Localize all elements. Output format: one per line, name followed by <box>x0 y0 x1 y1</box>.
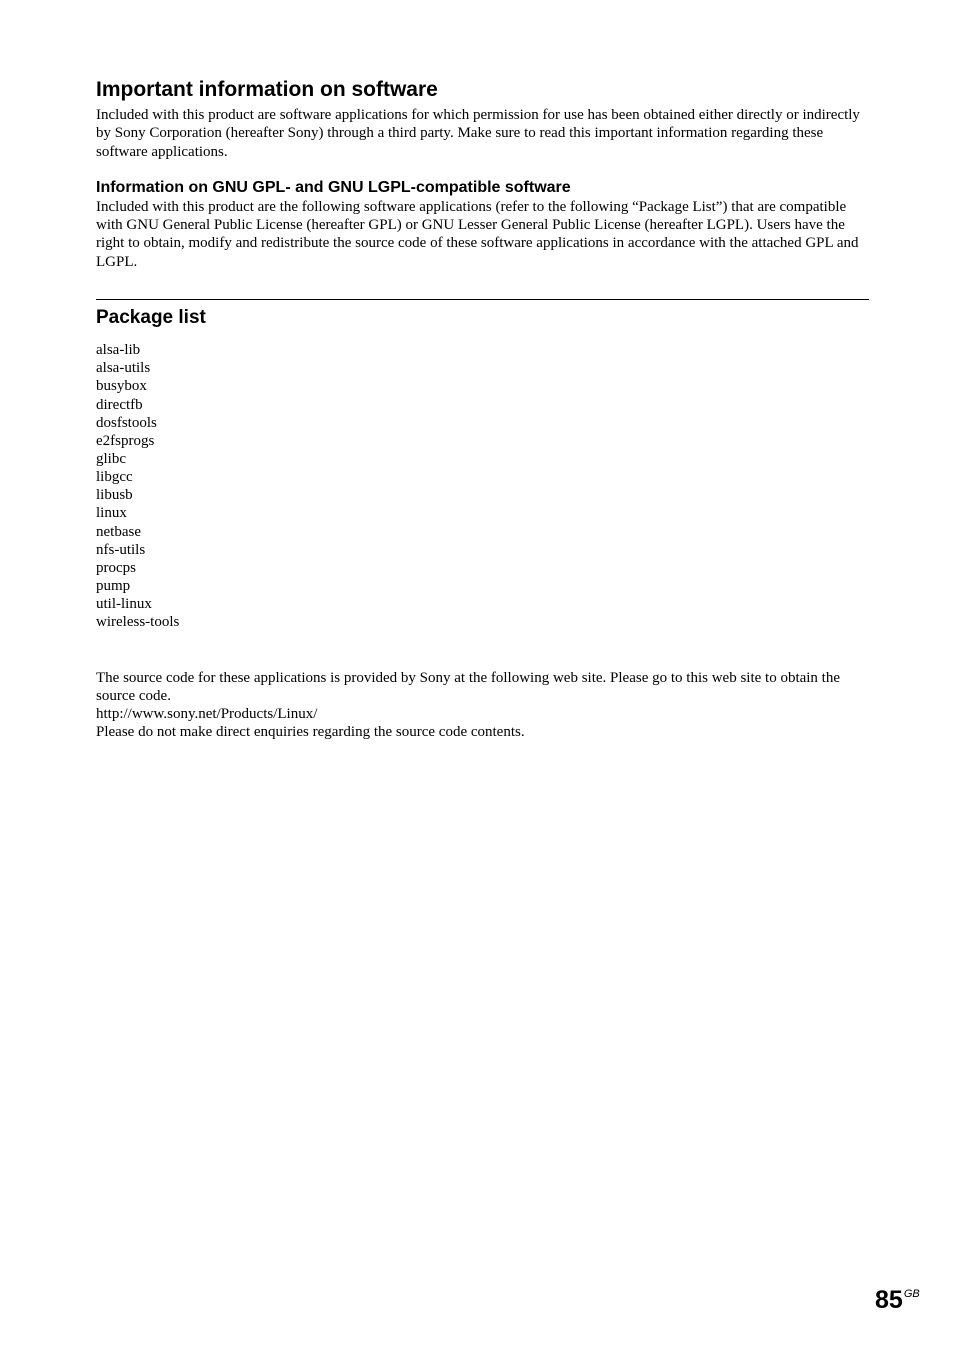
package-item: libusb <box>96 487 133 504</box>
package-item: alsa-utils <box>96 360 151 377</box>
gpl-section-paragraph: Included with this product are the following software applications (refer to the following “Package List”) that are compatible with GNU General Public License (hereafter GPL) or GNU Lesser General Public License (hereafter LGPL). Users have the right to obtain, modify and redistribute the source code of these software applications in accordance with the attached GPL and LGPL. <box>96 198 859 270</box>
package-item: glibc <box>96 451 126 468</box>
package-item: busybox <box>96 378 147 395</box>
page-title: Important information on software <box>96 78 438 101</box>
package-item: linux <box>96 505 127 522</box>
package-item: pump <box>96 578 131 595</box>
package-item: wireless-tools <box>96 614 180 631</box>
package-list-heading: Package list <box>96 307 206 329</box>
document-content <box>96 76 869 741</box>
page-number-suffix: GB <box>903 1288 920 1300</box>
source-code-paragraph: The source code for these applications is provided by Sony at the following web site. Please go to this web site to obtain the source code. <box>96 669 841 704</box>
intro-paragraph: Included with this product are software applications for which permission for use has been obtained either directly or indirectly by Sony Corporation (hereafter Sony) through a third party. Make sure to read this important information regarding these software applications. <box>96 107 860 160</box>
package-item: e2fsprogs <box>96 432 155 449</box>
enquiries-note: Please do not make direct enquiries regarding the source code contents. <box>96 723 525 740</box>
package-list <box>96 341 869 632</box>
page-number-value: 85 <box>875 1286 903 1314</box>
package-item: libgcc <box>96 469 133 486</box>
package-item: nfs-utils <box>96 541 146 558</box>
source-code-url: http://www.sony.net/Products/Linux/ <box>96 705 318 722</box>
gpl-section-heading: Information on GNU GPL- and GNU LGPL-compatible software <box>96 178 571 196</box>
package-item: procps <box>96 559 136 576</box>
package-item: netbase <box>96 523 141 540</box>
section-divider <box>96 299 869 300</box>
package-item: dosfstools <box>96 414 157 431</box>
package-item: util-linux <box>96 596 152 613</box>
page-number <box>875 1280 920 1314</box>
package-item: directfb <box>96 396 143 413</box>
package-item: alsa-lib <box>96 342 141 359</box>
source-code-info <box>96 669 869 741</box>
